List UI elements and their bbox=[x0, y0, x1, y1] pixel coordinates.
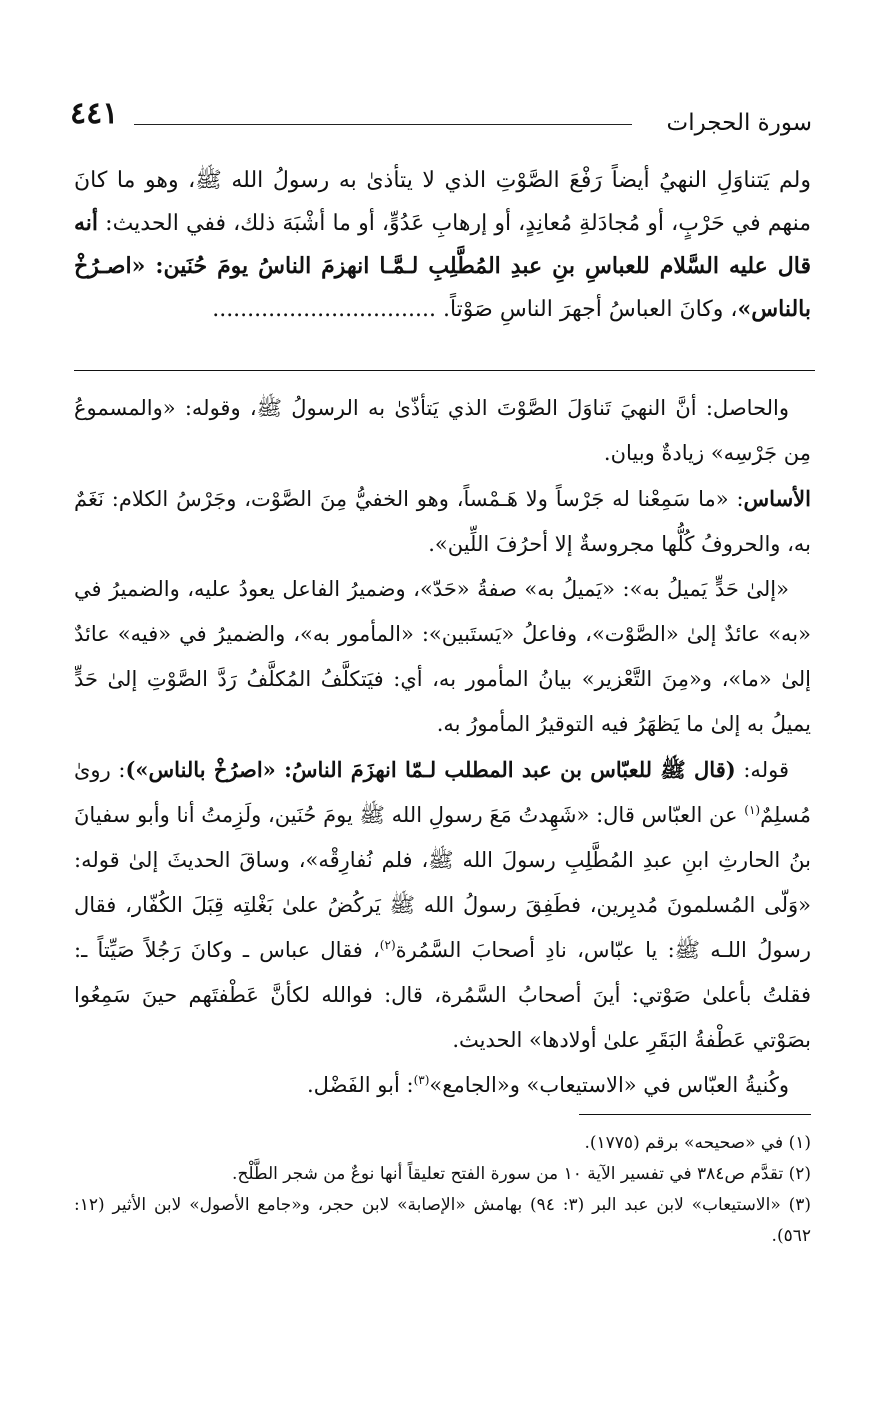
matn-part-2: ، وكانَ العباسُ أجهرَ الناسِ صَوْتاً. bbox=[442, 297, 738, 322]
sharh-paragraph-2 bbox=[74, 476, 811, 567]
quoted-matn-bold: (قال ﷺ للعبّاس بن عبد المطلب لـمّا انهزَمَ الناسُ: «اصرُخْ بالناس») bbox=[125, 757, 736, 782]
sharh-paragraph-1: والحاصل: أنَّ النهيَ تَناوَلَ الصَّوْتَ الذي يَتأذّىٰ به الرسولُ ﷺ، وقوله: «والمسموعُ مِن جَرْسِه» زيادةٌ وبيان. bbox=[74, 396, 811, 465]
footnote-2: (٢) تقدَّم ص٣٨٤ في تفسير الآية ١٠ من سورة الفتح تعليقاً أنها نوعٌ من شجر الطَّلْح. bbox=[232, 1164, 811, 1184]
sharh-paragraph-4 bbox=[74, 747, 811, 1063]
footnote-ref-3: (٣) bbox=[413, 1073, 430, 1087]
matn-part-1: ولم يَتناوَلِ النهيُ أيضاً رَفْعَ الصَّوْتِ الذي لا يتأذىٰ به رسولُ الله ﷺ، وهو ما كانَ منهم في حَرْبٍ، أو مُجادَلةِ مُعانِدٍ، أو إرهابِ عَدُوٍّ، أو ما أشْبَهَ ذلك، ففي الحديث: bbox=[74, 168, 811, 236]
footnote-ref-1: (١) bbox=[744, 803, 761, 817]
sharh-paragraph-3: «إلىٰ حَدٍّ يَميلُ به»: «يَميلُ به» صفةُ «حَدّ»، وضميرُ الفاعل يعودُ عليه، والضميرُ في «به» عائدٌ إلىٰ «الصَّوْت»، وفاعلُ «يَستَبين»: «المأمور به»، والضميرُ في «فيه» عائدٌ إلىٰ «ما»، و«مِنَ التَّعْزير» بيانُ المأمور به، أي: فيَتكلَّفُ المُكلَّفُ رَدَّ الصَّوْتِ إلىٰ حَدٍّ يميلُ به إلىٰ ما يَظهَرُ فيه التوقيرُ المأمورُ به. bbox=[74, 577, 811, 736]
sharh-p5-text-a: وكُنيةُ العبّاس في «الاستيعاب» و«الجامع» bbox=[429, 1073, 789, 1097]
sharh-p4-text-b: عن العبّاس قال: «شَهِدتُ مَعَ رسولِ الله ﷺ يومَ حُنَين، ولَزِمتُ أنا وأبو سفيانَ بنُ الحارثِ ابنِ عبدِ المُطَّلِبِ رسولَ الله ﷺ، فلم نُفارِقْه»، وساقَ الحديثَ إلىٰ قوله: «وَلّى المُسلمونَ مُدبِرين، فطَفِقَ رسولُ الله ﷺ يَركُضُ علىٰ بَغْلتِه قِبَلَ الكُفّار، فقال رسولُ اللـه ﷺ: يا عبّاس، نادِ أصحابَ السَّمُرة bbox=[74, 803, 812, 962]
footnote-3: (٣) «الاستيعاب» لابن عبد البر (٣: ٩٤) بهامش «الإصابة» لابن حجر، و«جامع الأصول» لابن الأثير (١٢: ٥٦٢). bbox=[74, 1195, 811, 1246]
qawluhu-label: قوله: bbox=[735, 758, 789, 782]
sharh-paragraph-5 bbox=[74, 1063, 811, 1108]
matn-dots: ................................ bbox=[212, 297, 443, 322]
sharh-p4-text-c: ، فقال عباس ـ وكانَ رَجُلاً صَيِّتاً ـ: فقلتُ بأعلىٰ صَوْتي: أينَ أصحابُ السَّمُرة، قال: فوالله لكأنَّ عَطْفتَهم حينَ سَمِعُوا بصَوْتي عَطْفةُ البَقَرِ علىٰ أولادها» الحديث. bbox=[74, 938, 811, 1052]
sharh-p5-text-b: : أبو الفَضْل. bbox=[306, 1073, 414, 1097]
matn-separator-rule bbox=[74, 370, 815, 371]
page-number: ٤٤١ bbox=[70, 96, 119, 131]
header-rule bbox=[134, 124, 632, 125]
asas-label: الأساس bbox=[743, 486, 811, 511]
footnote-ref-2: (٢) bbox=[379, 938, 396, 952]
sharh-text bbox=[74, 386, 811, 1108]
footnote-separator-rule bbox=[579, 1114, 811, 1115]
page-header bbox=[70, 96, 812, 144]
matn-hadith-bold: أنه قال عليه السَّلام للعباسِ بنِ عبدِ المُطَّلِبِ لـمَّـا انهزمَ الناسُ يومَ حُنَين: «اصـرُخْ بالناس» bbox=[74, 210, 811, 322]
sharh-p4-text-a: : روىٰ مُسلِمٌ bbox=[74, 758, 811, 827]
surah-title: سورة الحجرات bbox=[666, 110, 812, 136]
footnotes bbox=[74, 1128, 811, 1252]
matn-text bbox=[74, 160, 811, 331]
asas-text: : «ما سَمِعْنا له جَرْساً ولا هَـمْساً، وهو الخفيُّ مِنَ الصَّوْت، وجَرْسُ الكلام: نَغَمٌ به، والحروفُ كُلُّها مجروسةٌ إلا أحرُفَ اللِّين». bbox=[74, 487, 811, 556]
footnote-1: (١) في «صحيحه» برقم (١٧٧٥). bbox=[584, 1133, 811, 1153]
